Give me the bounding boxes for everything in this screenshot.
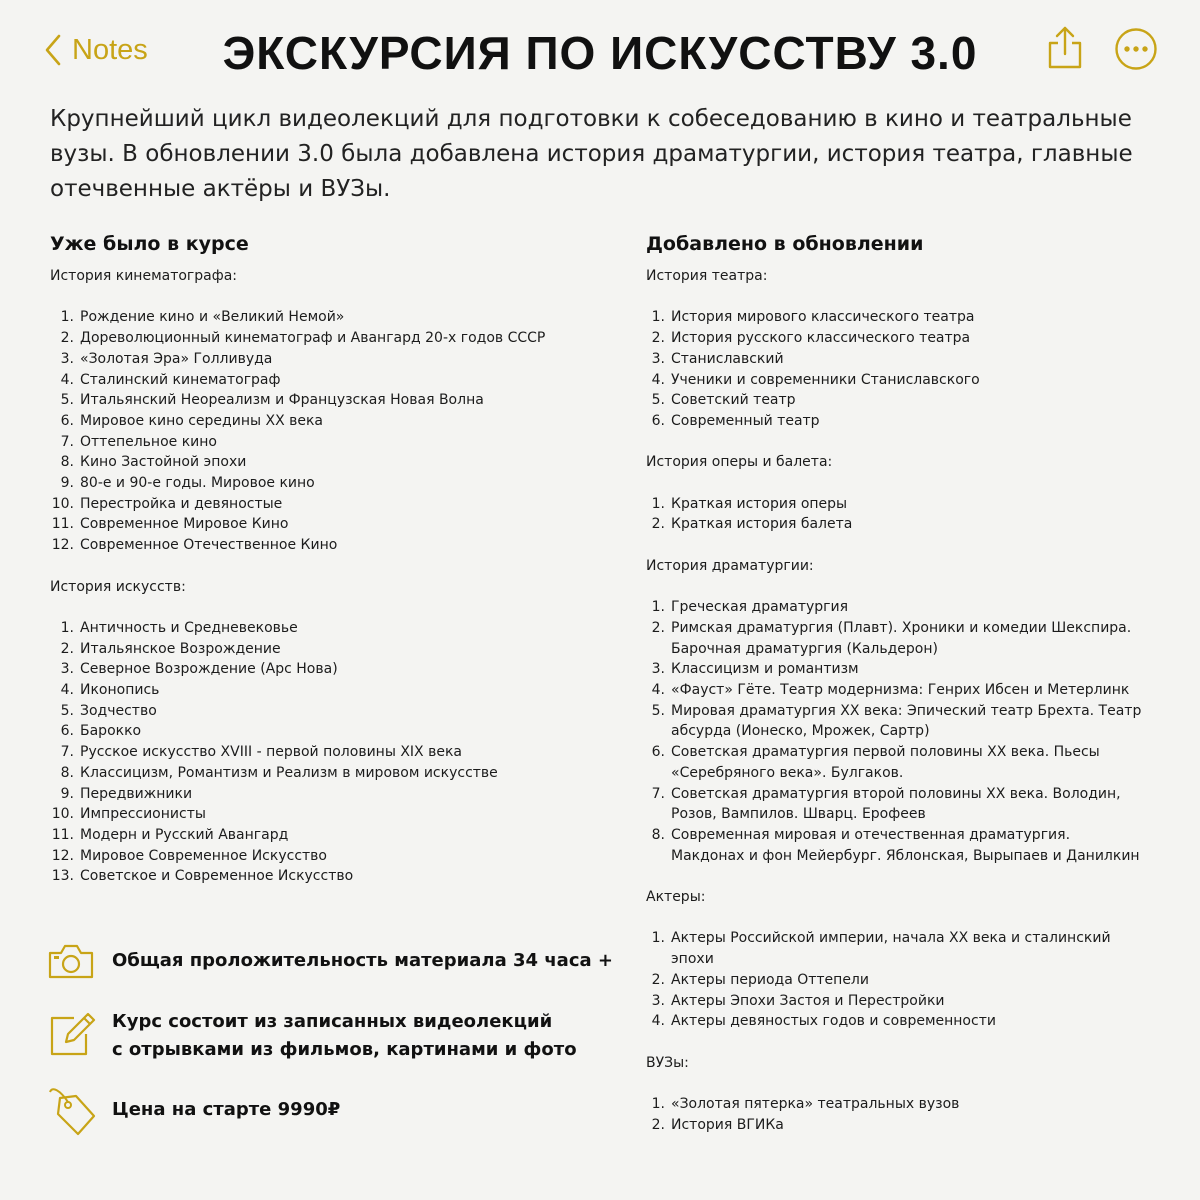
top-bar bbox=[0, 0, 1200, 100]
list-item bbox=[646, 701, 1146, 742]
feature-text: Цена на старте 9990₽ bbox=[112, 1099, 341, 1120]
numbered-list bbox=[646, 307, 1146, 431]
list-number: 4. bbox=[651, 371, 665, 388]
list-number: 13. bbox=[51, 868, 74, 885]
list-item-text: Оттепельное кино bbox=[80, 433, 217, 450]
more-icon bbox=[1114, 27, 1158, 71]
list-number: 2. bbox=[651, 516, 665, 533]
section-title: История кинематографа: bbox=[50, 268, 238, 284]
list-item-text: Зодчество bbox=[80, 702, 157, 719]
list-item-text: «Золотая Эра» Голливуда bbox=[80, 350, 273, 367]
list-number: 11. bbox=[51, 826, 74, 843]
list-number: 3. bbox=[651, 992, 665, 1009]
list-number: 9. bbox=[60, 475, 74, 492]
list-number: 3. bbox=[651, 661, 665, 678]
pencil-edit-icon bbox=[46, 1008, 96, 1058]
list-item-text: Модерн и Русский Авангард bbox=[80, 826, 289, 843]
list-number: 8. bbox=[60, 454, 74, 471]
list-number: 1. bbox=[651, 599, 665, 616]
list-item bbox=[646, 411, 1146, 432]
numbered-list bbox=[646, 928, 1146, 1032]
list-item bbox=[646, 1011, 1146, 1032]
list-item-text: Краткая история балета bbox=[671, 516, 853, 533]
list-item bbox=[50, 390, 610, 411]
list-item-text: Актеры периода Оттепели bbox=[671, 971, 869, 988]
list-number: 2. bbox=[651, 619, 665, 636]
list-item-text: Иконопись bbox=[80, 682, 160, 699]
list-item-text: Современное Отечественное Кино bbox=[80, 537, 338, 554]
list-item-text: Станиславский bbox=[671, 350, 784, 367]
feature-format bbox=[46, 1008, 577, 1064]
list-number: 2. bbox=[651, 971, 665, 988]
list-item bbox=[646, 970, 1146, 991]
list-item-text: Итальянский Неореализм и Французская Новая Волна bbox=[80, 392, 484, 409]
list-item bbox=[50, 514, 610, 535]
list-item bbox=[50, 535, 610, 556]
list-item-text: Современное Мировое Кино bbox=[80, 516, 289, 533]
list-item bbox=[646, 390, 1146, 411]
list-item bbox=[646, 784, 1146, 825]
right-column bbox=[646, 230, 1146, 1135]
page-title: ЭКСКУРСИЯ ПО ИСКУССТВУ 3.0 bbox=[222, 27, 978, 79]
list-item-text: Античность и Средневековье bbox=[80, 619, 298, 636]
list-item-text: Барокко bbox=[80, 723, 142, 740]
list-number: 2. bbox=[60, 640, 74, 657]
feature-text: Общая проложительность материала 34 часа + bbox=[112, 950, 613, 971]
list-item-text: Греческая драматургия bbox=[671, 599, 849, 616]
section-title: История театра: bbox=[646, 268, 768, 284]
list-item bbox=[646, 328, 1146, 349]
list-item bbox=[646, 618, 1146, 659]
list-item-text: Итальянское Возрождение bbox=[80, 640, 281, 657]
list-item bbox=[646, 928, 1146, 969]
numbered-list bbox=[646, 597, 1146, 866]
list-item-text: «Золотая пятерка» театральных вузов bbox=[671, 1095, 960, 1112]
list-item bbox=[646, 1094, 1146, 1115]
list-item bbox=[50, 618, 610, 639]
left-column bbox=[50, 230, 610, 887]
list-item-text: Кино Застойной эпохи bbox=[80, 454, 247, 471]
list-number: 1. bbox=[651, 309, 665, 326]
right-sections bbox=[646, 266, 1146, 1135]
list-item bbox=[50, 701, 610, 722]
feature-price bbox=[46, 1082, 340, 1140]
back-label: Notes bbox=[72, 33, 148, 66]
list-number: 3. bbox=[60, 661, 74, 678]
numbered-list bbox=[50, 618, 610, 887]
list-number: 1. bbox=[651, 1095, 665, 1112]
list-number: 6. bbox=[651, 412, 665, 429]
list-item-text: Классицизм и романтизм bbox=[671, 661, 859, 678]
list-item bbox=[50, 432, 610, 453]
list-item bbox=[50, 784, 610, 805]
price-tag-icon bbox=[46, 1082, 96, 1140]
list-item-text: Передвижники bbox=[80, 785, 193, 802]
list-item bbox=[50, 452, 610, 473]
section-title: История драматургии: bbox=[646, 557, 814, 574]
list-item bbox=[50, 411, 610, 432]
list-item bbox=[646, 659, 1146, 680]
numbered-list bbox=[646, 494, 1146, 535]
list-item-text: Актеры Российской империи, начала XX века и сталинский эпохи bbox=[671, 930, 1111, 968]
list-number: 3. bbox=[651, 350, 665, 367]
list-item bbox=[646, 349, 1146, 370]
section-title: История искусств: bbox=[50, 578, 186, 595]
list-item bbox=[50, 804, 610, 825]
list-item bbox=[50, 370, 610, 391]
list-item bbox=[50, 866, 610, 887]
list-item-text: Советская драматургия второй половины XX века. Володин, Розов, Вампилов. Шварц. Ерофеев bbox=[671, 785, 1121, 823]
list-item-text: Краткая история оперы bbox=[671, 495, 848, 512]
list-number: 5. bbox=[60, 392, 74, 409]
intro-text: Крупнейший цикл видеолекций для подготовки к собеседованию в кино и театральные вузы. В обновлении 3.0 была добавлена история драматургии, история театра, главные отечвенные актёры и ВУЗы. bbox=[50, 106, 1133, 202]
list-item bbox=[646, 514, 1146, 535]
list-item-text: История русского классического театра bbox=[671, 330, 971, 347]
list-number: 1. bbox=[60, 619, 74, 636]
list-item-text: Мировое кино середины XX века bbox=[80, 412, 324, 429]
list-number: 6. bbox=[60, 412, 74, 429]
list-item-text: Мировая драматургия XX века: Эпический театр Брехта. Театр абсурда (Ионеско, Мрожек, Сартр) bbox=[671, 702, 1142, 740]
list-number: 10. bbox=[51, 806, 74, 823]
list-item bbox=[50, 721, 610, 742]
list-item bbox=[50, 659, 610, 680]
list-item-text: Современный театр bbox=[671, 412, 820, 429]
share-button[interactable] bbox=[1046, 26, 1084, 74]
list-item bbox=[50, 639, 610, 660]
list-number: 8. bbox=[60, 764, 74, 781]
numbered-list bbox=[50, 307, 610, 555]
list-item-text: Северное Возрождение (Арс Нова) bbox=[80, 661, 338, 678]
list-item bbox=[50, 328, 610, 349]
list-number: 4. bbox=[651, 1013, 665, 1030]
list-number: 4. bbox=[651, 681, 665, 698]
list-item bbox=[646, 370, 1146, 391]
list-item-text: Мировое Современное Искусство bbox=[80, 847, 327, 864]
list-number: 2. bbox=[651, 330, 665, 347]
list-item bbox=[50, 680, 610, 701]
list-item bbox=[646, 307, 1146, 328]
list-item-text: «Фауст» Гёте. Театр модернизма: Генрих Ибсен и Метерлинк bbox=[671, 681, 1130, 698]
list-number: 6. bbox=[60, 723, 74, 740]
section-title: ВУЗы: bbox=[646, 1054, 689, 1071]
feature-text: Курс состоит из записанных видеолекций с отрывками из фильмов, картинами и фото bbox=[112, 1011, 577, 1060]
list-item-text: Современная мировая и отечественная драматургия. Макдонах и фон Мейербург. Яблонская, Вырыпаев и Данилкин bbox=[671, 826, 1140, 864]
list-item-text: Дореволюционный кинематограф и Авангард 20-х годов СССР bbox=[80, 330, 546, 347]
camera-icon bbox=[46, 937, 96, 987]
list-item bbox=[646, 991, 1146, 1012]
section-title: Актеры: bbox=[646, 889, 706, 905]
list-item bbox=[50, 763, 610, 784]
list-item-text: Сталинский кинематограф bbox=[80, 371, 281, 388]
list-number: 3. bbox=[60, 350, 74, 367]
list-item-text: Советский театр bbox=[671, 392, 796, 409]
share-icon bbox=[1046, 26, 1084, 70]
list-number: 2. bbox=[60, 330, 74, 347]
section-title: История оперы и балета: bbox=[646, 454, 833, 471]
more-options-button[interactable] bbox=[1114, 27, 1158, 75]
list-item-text: История ВГИКа bbox=[671, 1116, 784, 1133]
list-item bbox=[646, 680, 1146, 701]
list-number: 9. bbox=[60, 785, 74, 802]
list-number: 1. bbox=[60, 309, 74, 326]
list-number: 2. bbox=[651, 1116, 665, 1133]
list-item-text: История мирового классического театра bbox=[671, 309, 975, 326]
list-item bbox=[50, 473, 610, 494]
list-item-text: Рождение кино и «Великий Немой» bbox=[80, 309, 345, 326]
right-heading: Добавлено в обновлении bbox=[646, 233, 924, 255]
list-item-text: Советское и Современное Искусство bbox=[80, 868, 354, 885]
list-number: 6. bbox=[651, 744, 665, 761]
list-item bbox=[50, 307, 610, 328]
list-number: 5. bbox=[60, 702, 74, 719]
list-item bbox=[50, 825, 610, 846]
list-number: 7. bbox=[60, 433, 74, 450]
list-item-text: Римская драматургия (Плавт). Хроники и комедии Шекспира. Барочная драматургия (Кальдерон) bbox=[671, 619, 1132, 657]
list-item-text: Русское искусство XVIII - первой половины XIX века bbox=[80, 744, 462, 761]
list-item bbox=[646, 1115, 1146, 1136]
list-item-text: Классицизм, Романтизм и Реализм в мировом искусстве bbox=[80, 764, 498, 781]
list-item-text: Советская драматургия первой половины XX века. Пьесы «Серебряного века». Булгаков. bbox=[671, 744, 1100, 781]
list-item-text: Ученики и современники Станиславского bbox=[671, 371, 980, 388]
list-number: 1. bbox=[651, 930, 665, 947]
list-number: 4. bbox=[60, 682, 74, 699]
list-number: 12. bbox=[51, 847, 74, 864]
left-sections bbox=[50, 266, 610, 887]
list-number: 5. bbox=[651, 392, 665, 409]
list-number: 11. bbox=[51, 516, 74, 533]
list-item bbox=[646, 825, 1146, 866]
list-number: 10. bbox=[51, 495, 74, 512]
numbered-list bbox=[646, 1094, 1146, 1135]
list-item bbox=[50, 846, 610, 867]
left-heading: Уже было в курсе bbox=[50, 233, 249, 255]
list-item-text: 80-е и 90-е годы. Мировое кино bbox=[80, 475, 315, 492]
list-item-text: Актеры девяностых годов и современности bbox=[671, 1013, 996, 1030]
list-item bbox=[646, 494, 1146, 515]
list-item-text: Актеры Эпохи Застоя и Перестройки bbox=[671, 992, 945, 1009]
list-item bbox=[646, 742, 1146, 783]
list-item bbox=[50, 494, 610, 515]
list-item-text: Перестройка и девяностые bbox=[80, 495, 283, 512]
list-number: 12. bbox=[51, 537, 74, 554]
list-item bbox=[50, 742, 610, 763]
list-number: 5. bbox=[651, 702, 665, 719]
list-number: 4. bbox=[60, 371, 74, 388]
list-number: 8. bbox=[651, 826, 665, 843]
list-item-text: Импрессионисты bbox=[80, 806, 206, 823]
list-item bbox=[50, 349, 610, 370]
list-number: 7. bbox=[651, 785, 665, 802]
feature-duration bbox=[46, 937, 613, 987]
list-number: 7. bbox=[60, 744, 74, 761]
list-number: 1. bbox=[651, 495, 665, 512]
list-item bbox=[646, 597, 1146, 618]
